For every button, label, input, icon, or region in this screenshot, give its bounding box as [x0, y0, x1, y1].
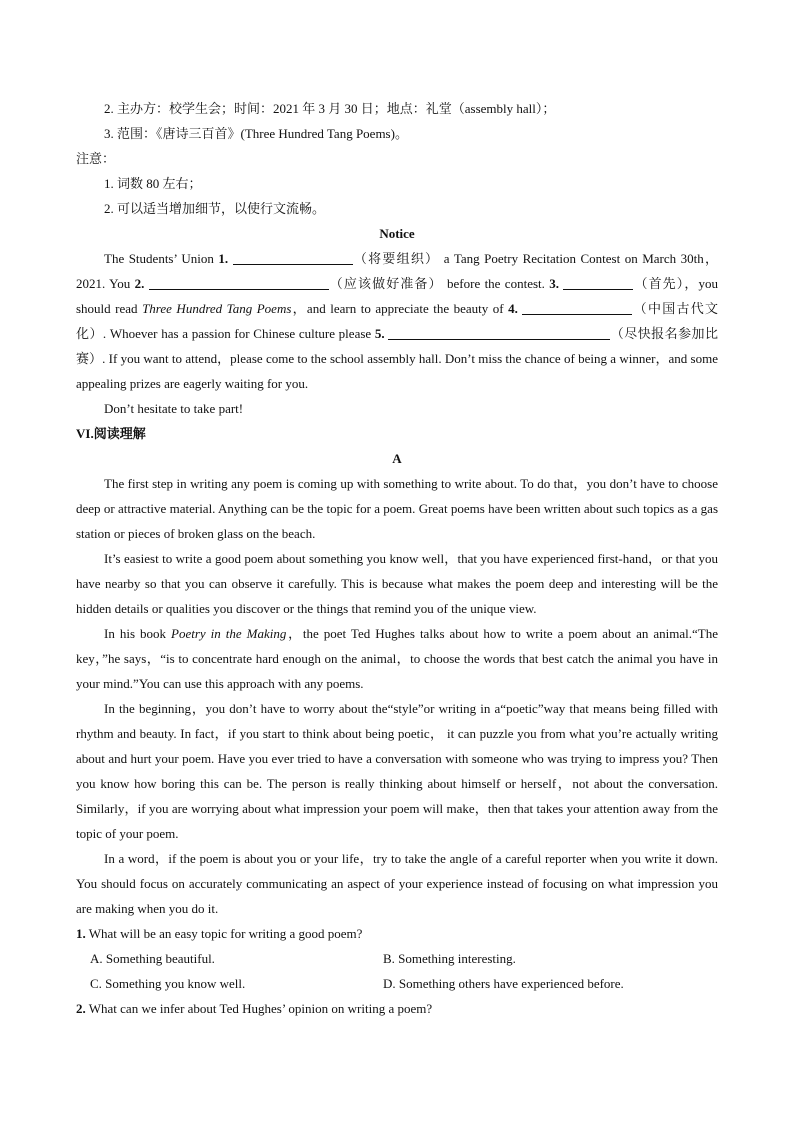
header-item: 3. 范围：《唐诗三百首》(Three Hundred Tang Poems)。 [104, 126, 408, 141]
section-heading: VI.阅读理解 [76, 426, 146, 441]
option-a[interactable]: A. Something beautiful. [90, 951, 215, 966]
notice-paragraph: The Students’ Union 1. （将要组织） a Tang Poetry Recitation Contest on March 30th，2021. You 2. （应该做好准备） before the contest. 3. （首先），you should read Three Hundred Tang Poems，and learn to appreciate the beauty of 4. （中国古代文化）. Whoever has a passion for Chinese culture please 5. （尽快报名参加比赛）. If you want to attend，please come to the school assembly hall. Don’t miss the chance of being a winner，and some appealing prizes are eagerly waiting for you. [76, 251, 718, 391]
note-item: 2. 可以适当增加细节，以使行文流畅。 [104, 201, 326, 216]
blank-3[interactable] [563, 275, 633, 290]
notes-label: 注意： [76, 151, 116, 166]
question-1-options-row-1 [76, 946, 718, 971]
blank-4[interactable] [522, 300, 632, 315]
passage-paragraph: In the beginning，you don’t have to worry about the“style”or writing in a“poetic”way that means being filled with rhythm and beauty. In fact，if you start to think about being poetic， it can puzzle you from what you’re actually writing about and hurt your poem. Have you ever tried to have a conversation with someone who was trying to impress you? Then you know how boring this can be. The person is really thinking about himself or herself，not about the conversation. Similarly，if you are worrying about what impression your poem will make，then that takes your attention away from the topic of your poem. [76, 701, 718, 841]
blank-2[interactable] [149, 275, 329, 290]
option-d[interactable]: D. Something others have experienced before. [383, 976, 624, 991]
question-1-options-row-2 [76, 971, 718, 996]
option-c[interactable]: C. Something you know well. [90, 976, 246, 991]
option-b[interactable]: B. Something interesting. [383, 951, 516, 966]
question-2: 2. What can we infer about Ted Hughes’ opinion on writing a poem? [76, 1001, 433, 1016]
passage-paragraph: In his book Poetry in the Making，the poet Ted Hughes talks about how to write a poem about an animal.“The key，”he says，“is to concentrate hard enough on the animal，to choose the words that best catch the animal you have in your mind.”You can use this approach with any poems. [76, 626, 719, 691]
passage-paragraph: It’s easiest to write a good poem about something you know well，that you have experienced first-hand，or that you have nearby so that you can observe it carefully. This is because what makes the poem deep and interesting will be the hidden details or qualities you discover or the things that remind you of the unique view. [76, 551, 718, 616]
notice-title: Notice [379, 226, 415, 241]
question-1: 1. What will be an easy topic for writing a good poem? [76, 926, 363, 941]
passage-label: A [392, 451, 402, 466]
note-item: 1. 词数 80 左右； [104, 176, 202, 191]
header-item: 2. 主办方：校学生会；时间：2021 年 3 月 30 日；地点：礼堂（assembly hall）； [104, 101, 556, 116]
notice-closing: Don’t hesitate to take part! [104, 401, 244, 416]
blank-1[interactable] [233, 250, 353, 265]
passage-paragraph: The first step in writing any poem is coming up with something to write about. To do that，you don’t have to choose deep or attractive material. Anything can be the topic for a poem. Great poems have been written about such topics as a gas station or pieces of broken glass on the beach. [76, 476, 718, 541]
blank-5[interactable] [388, 325, 610, 340]
passage-paragraph: In a word，if the poem is about you or your life，try to take the angle of a careful reporter when you write it down. You should focus on accurately communicating an aspect of your experience instead of focusing on what impression you are making when you do it. [76, 851, 718, 916]
